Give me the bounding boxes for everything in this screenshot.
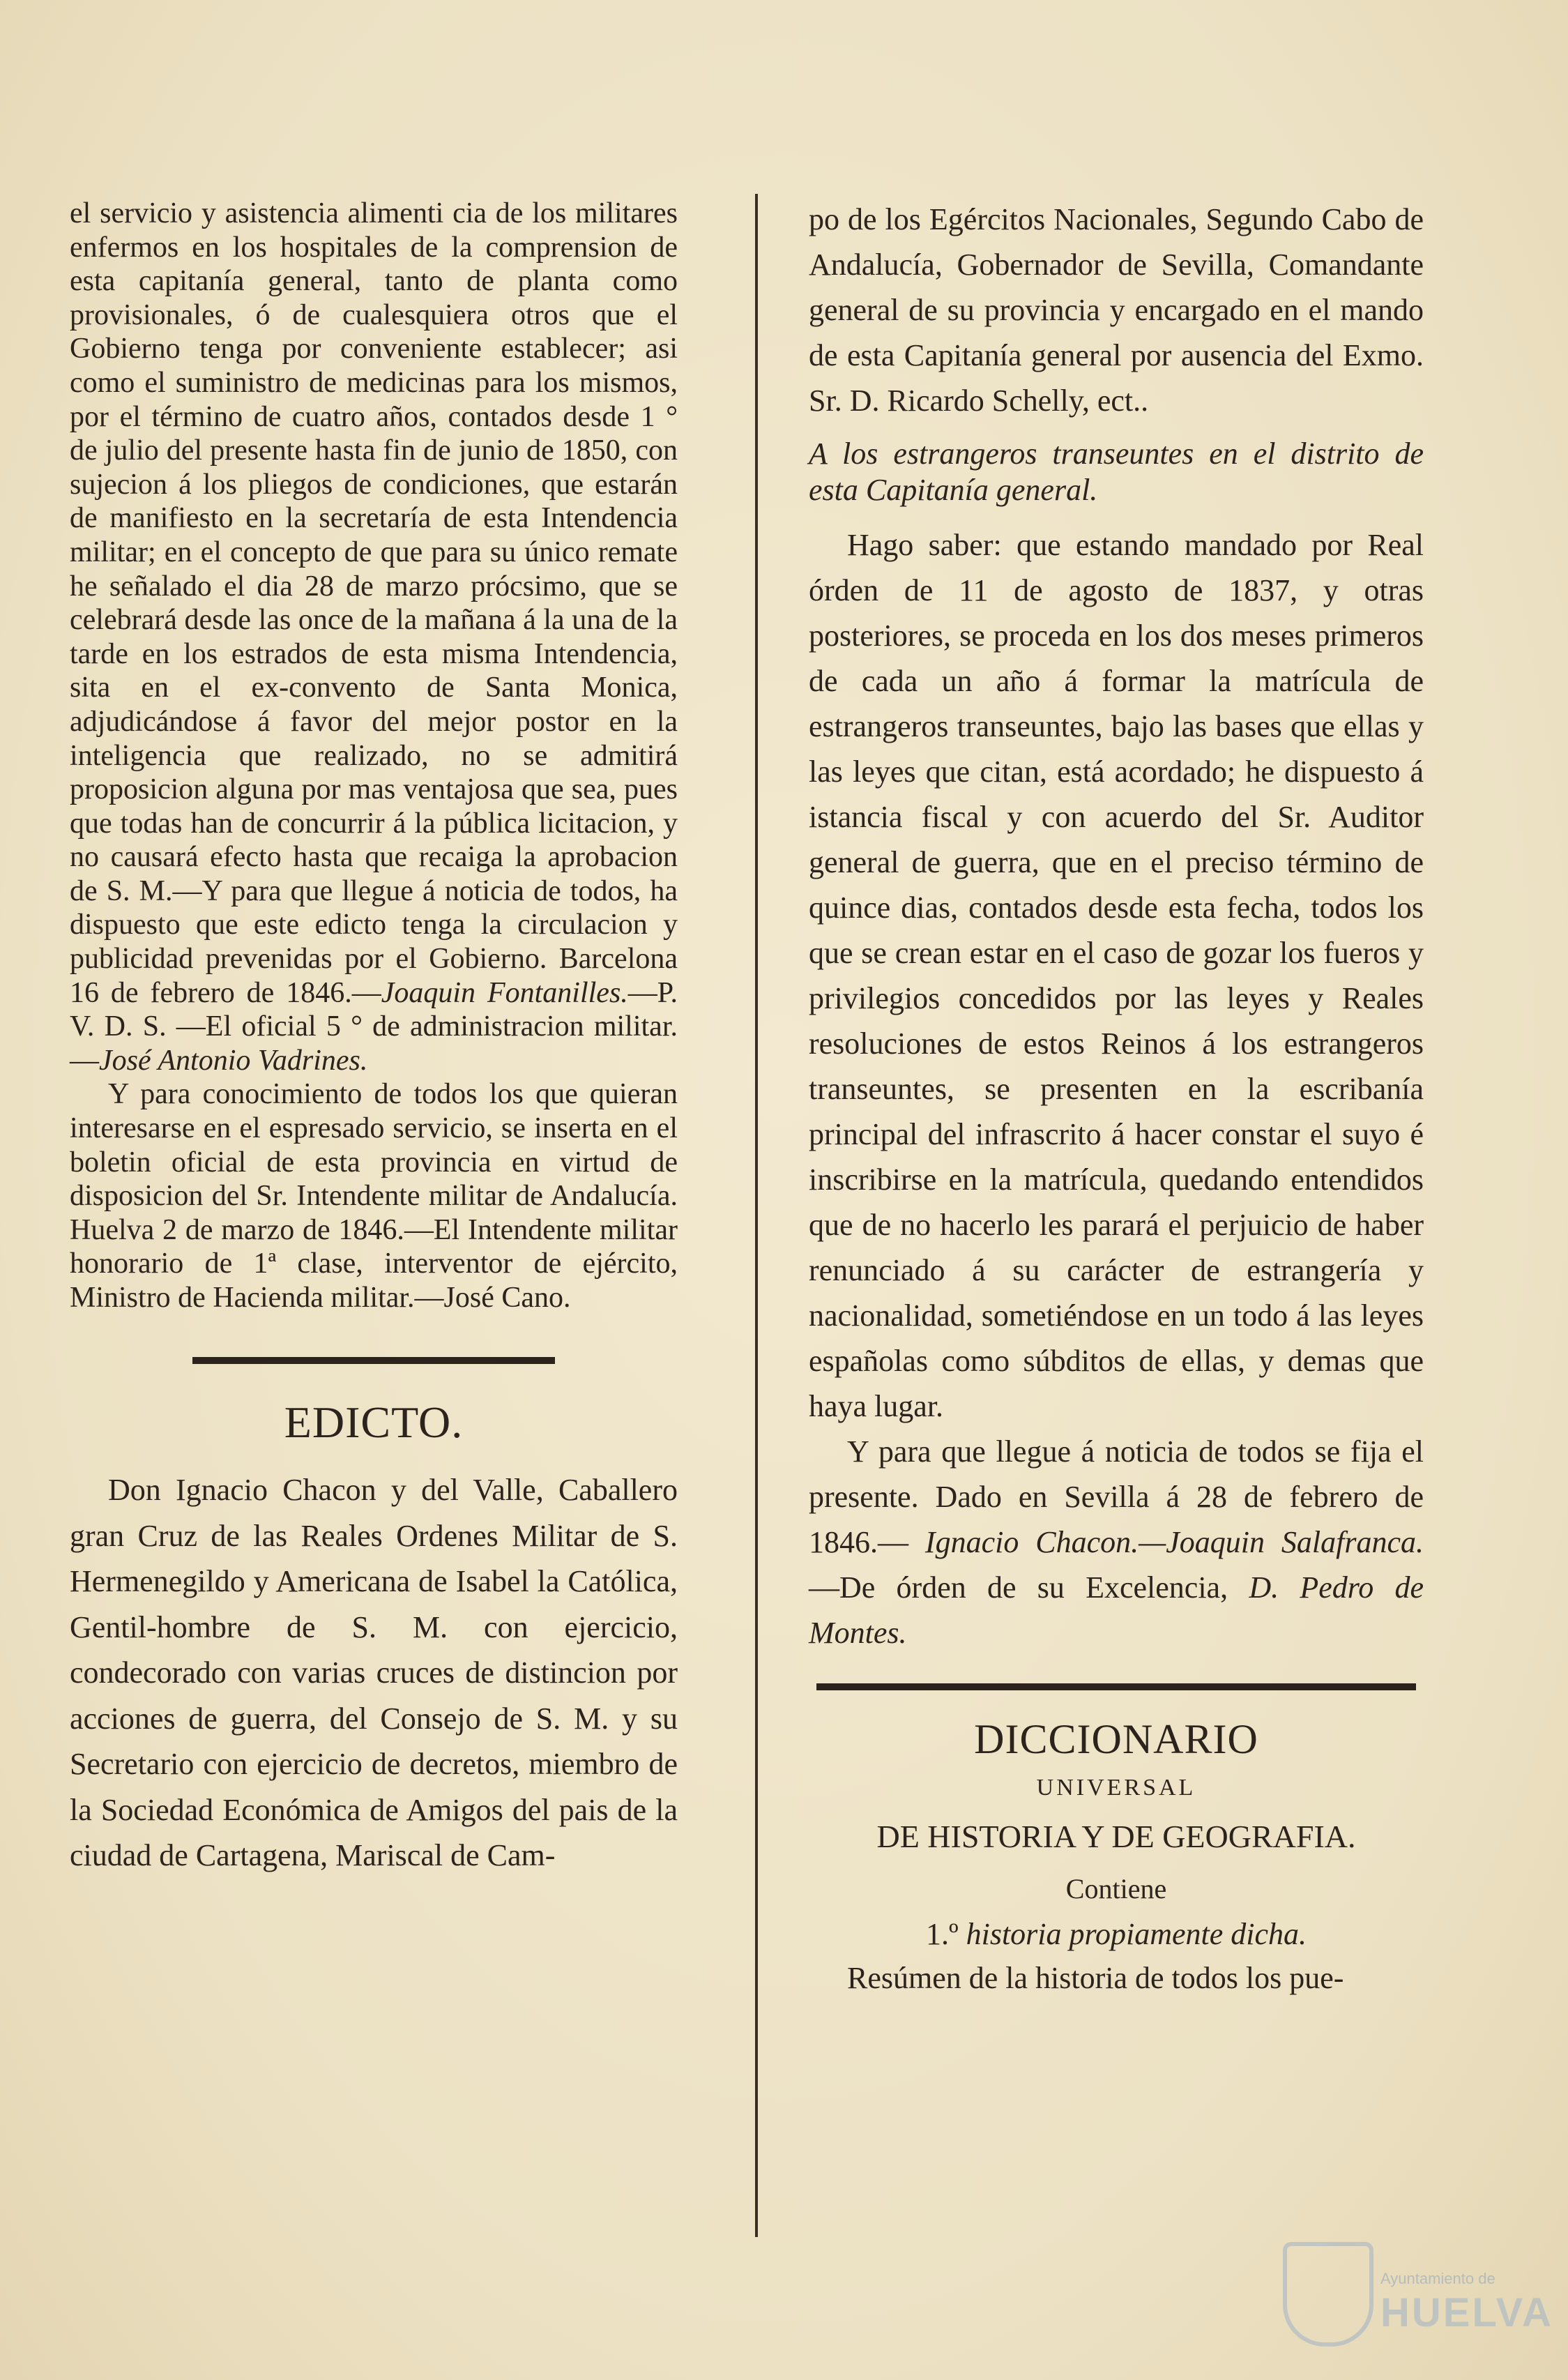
left-column [70, 197, 678, 1879]
right-paragraph-2: Hago saber: que estando mandado por Real órden de 11 de agosto de 1837, y otras posteriores, se proceda en los dos meses primeros de cada un año á formar la matrícula de estrangeros transeuntes, bajo las bases que ellas y las leyes que citan, está acordado; he dispuesto á istancia fiscal y con acuerdo del Sr. Auditor general de guerra, que en el preciso término de quince dias, contados desde esta fecha, todos los que se crean estar en el caso de gozar los fueros y privilegios concedidos por las leyes y Reales resoluciones de estos Reinos á los estrangeros transeuntes, se presenten en la escribanía principal del infrascrito á hacer constar el suyo é inscribirse en la matrícula, quedando entendidos que de no hacerlo les parará el perjuicio de haber renunciado á su carácter de estrangería y nacionalidad, sometiéndose en un todo á las leyes españolas como súbditos de ellas, y demas que haya lugar. [809, 528, 1424, 1423]
dictionary-last-line: Resúmen de la historia de todos los pue- [847, 1961, 1344, 1995]
dictionary-item: 1.º historia propiamente dicha. [925, 1917, 1307, 1951]
dictionary-title: DICCIONARIO [974, 1716, 1258, 1762]
right-column [809, 197, 1424, 2001]
watermark-small: Ayuntamiento de [1380, 2270, 1495, 2287]
watermark-big: HUELVA [1380, 2290, 1553, 2335]
signature-name: D. Pedro de Montes. [809, 1570, 1424, 1650]
edicto-title: EDICTO. [284, 1397, 464, 1447]
edicto-paragraph: Don Ignacio Chacon y del Valle, Caballero gran Cruz de las Reales Ordenes Militar de S. Hermenegildo y Americana de Isabel la Católica, Gentil-hombre de S. M. con ejercicio, condecorado con varias cruces de distincion por acciones de guerra, del Consejo de S. M. y su Secretario con ejercicio de decretos, miembro de la Sociedad Económica de Amigos del pais de la ciudad de Cartagena, Mariscal de Cam- [70, 1473, 678, 1873]
dictionary-subtitle: DE HISTORIA Y DE GEOGRAFIA. [876, 1819, 1356, 1854]
dictionary-universal: UNIVERSAL [1036, 1775, 1196, 1801]
column-divider [755, 194, 758, 2237]
dictionary-contiene: Contiene [1065, 1873, 1167, 1904]
right-paragraph-3: Y para que llegue á noticia de todos se fija el presente. Dado en Sevilla á 28 de febrero de 1846.— Ignacio Chacon.—Joaquin Salafranca.—De órden de su Excelencia, D. Pedro de Montes. [809, 1434, 1424, 1650]
left-paragraph-2: Y para conocimiento de todos los que quieran interesarse en el espresado servicio, se inserta en el boletin oficial de esta provincia en virtud de disposicion del Sr. Intendente militar de Andalucía. Huelva 2 de marzo de 1846.—El Intendente militar honorario de 1ª clase, interventor de ejército, Ministro de Hacienda militar.—José Cano. [70, 1078, 678, 1314]
signature-name: Ignacio Chacon.—Joaquin Salafranca. [924, 1525, 1424, 1559]
watermark-logo [1283, 2235, 1553, 2354]
signature-name: José Antonio Vadrines. [99, 1044, 368, 1077]
section-rule [192, 1357, 555, 1364]
shield-icon [1283, 2242, 1373, 2347]
address-line: A los estrangeros transeuntes en el distrito de esta Capitanía general. [809, 437, 1424, 507]
section-rule [816, 1683, 1416, 1690]
right-paragraph-1: po de los Egércitos Nacionales, Segundo Cabo de Andalucía, Gobernador de Sevilla, Comandante general de su provincia y encargado en el mando de esta Capitanía general por ausencia del Exmo. Sr. D. Ricardo Schelly, ect.. [809, 202, 1424, 418]
signature-name: Joaquin Fontanilles. [381, 976, 628, 1009]
left-paragraph-1: el servicio y asistencia alimenti cia de los militares enfermos en los hospitales de la comprension de esta capitanía general, tanto de planta como provisionales, ó de cualesquiera otros que el Gobierno tenga por conveniente establecer; asi como el suministro de medicinas para los mismos, por el término de cuatro años, contados desde 1 ° de julio del presente hasta fin de junio de 1850, con sujecion á los pliegos de condiciones, que estarán de manifiesto en la secretaría de esta Intendencia militar; en el concepto de que para su único remate he señalado el dia 28 de marzo prócsimo, que se celebrará desde las once de la mañana á la una de la tarde en los estrados de esta misma Intendencia, sita en el ex-convento de Santa Monica, adjudicándose á favor del mejor postor en la inteligencia que realizado, no se admitirá proposicion alguna por mas ventajosa que sea, pues que todas han de concurrir á la pública licitacion, y no causará efecto hasta que recaiga la aprobacion de S. M.—Y para que llegue á noticia de todos, ha dispuesto que este edicto tenga la circulacion y publicidad prevenidas por el Gobierno. Barcelona 16 de febrero de 1846.—Joaquin Fontanilles.—P. V. D. S. —El oficial 5 ° de administracion militar. —José Antonio Vadrines. [70, 197, 678, 1077]
